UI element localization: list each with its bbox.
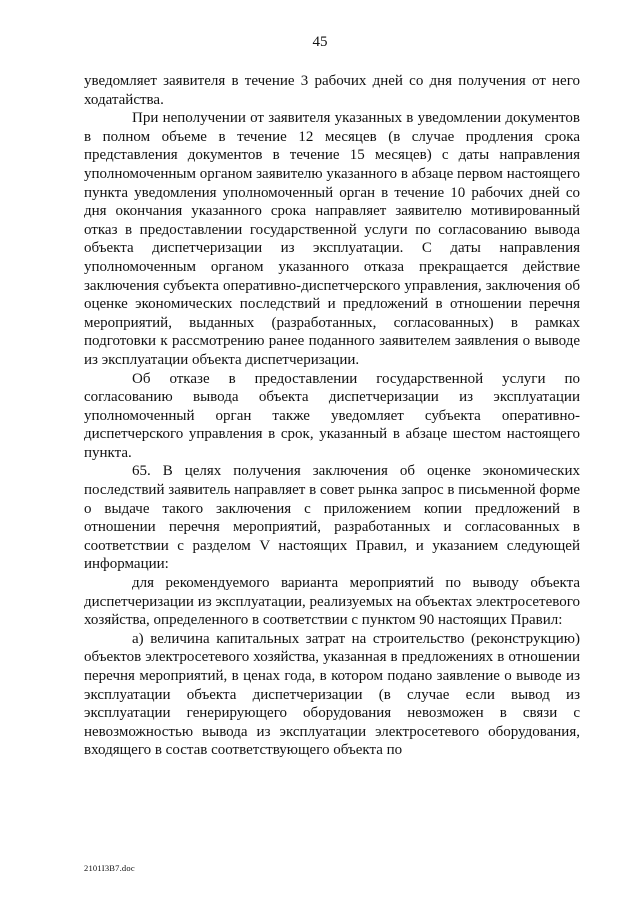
paragraph-recommended-option: для рекомендуемого варианта мероприятий по выводу объекта диспетчеризации из эксплуатации, реализуемых на объектах электросетевого хозяйства, определенного в соответствии с пунктом 90 настоящих Правил: <box>84 575 580 629</box>
footer-file-code: 2101I3B7.doc <box>84 863 135 873</box>
paragraph-item-a: а) величина капитальных затрат на строительство (реконструкцию) объектов электросетевого хозяйства, указанная в предложениях в отношении перечня мероприятий, в ценах года, в котором подано заявление о выводе из эксплуатации объекта диспетчеризации (в случае если вывод из эксплуатации генерирующего оборудования невозможен в связи с невозможностью вывода из эксплуатации электросетевого оборудования, входящего в состав соответствующего объекта по <box>84 630 580 759</box>
paragraph-continuation: уведомляет заявителя в течение 3 рабочих дней со дня получения от него ходатайства. <box>84 73 580 108</box>
paragraph-refusal-notice: Об отказе в предоставлении государственной услуги по согласованию вывода объекта диспетчеризации из эксплуатации уполномоченный орган также уведомляет субъекта оперативно-диспетчерского управления в срок, указанный в абзаце шестом настоящего пункта. <box>84 370 580 461</box>
page-number: 45 <box>312 34 328 50</box>
document-body <box>84 72 580 760</box>
paragraph-non-receipt-of-documents: При неполучении от заявителя указанных в уведомлении документов в полном объеме в течение 12 месяцев (в случае продления срока представления документов в течение 15 месяцев) с даты направления уполномоченным органом заявителю указанного в абзаце первом настоящего пункта уведомления уполномоченный орган в течение 10 рабочих дней со дня окончания указанного срока направляет заявителю мотивированный отказ в предоставлении государственной услуги по согласованию вывода объекта диспетчеризации из эксплуатации. С даты направления уполномоченным органом указанного отказа прекращается действие заключения субъекта оперативно-диспетчерского управления, заключения об оценке экономических последствий и предложений в отношении перечня мероприятий, выданных (разработанных, согласованных) в рамках подготовки к рассмотрению ранее поданного заявителем заявления о выводе из эксплуатации объекта диспетчеризации. <box>84 110 580 368</box>
paragraph-clause-65: 65. В целях получения заключения об оценке экономических последствий заявитель направляет в совет рынка запрос в письменной форме о выдаче такого заключения с приложением копии предложений в отношении перечня мероприятий, разработанных и согласованных в соответствии с разделом V настоящих Правил, и указанием следующей информации: <box>84 463 580 573</box>
